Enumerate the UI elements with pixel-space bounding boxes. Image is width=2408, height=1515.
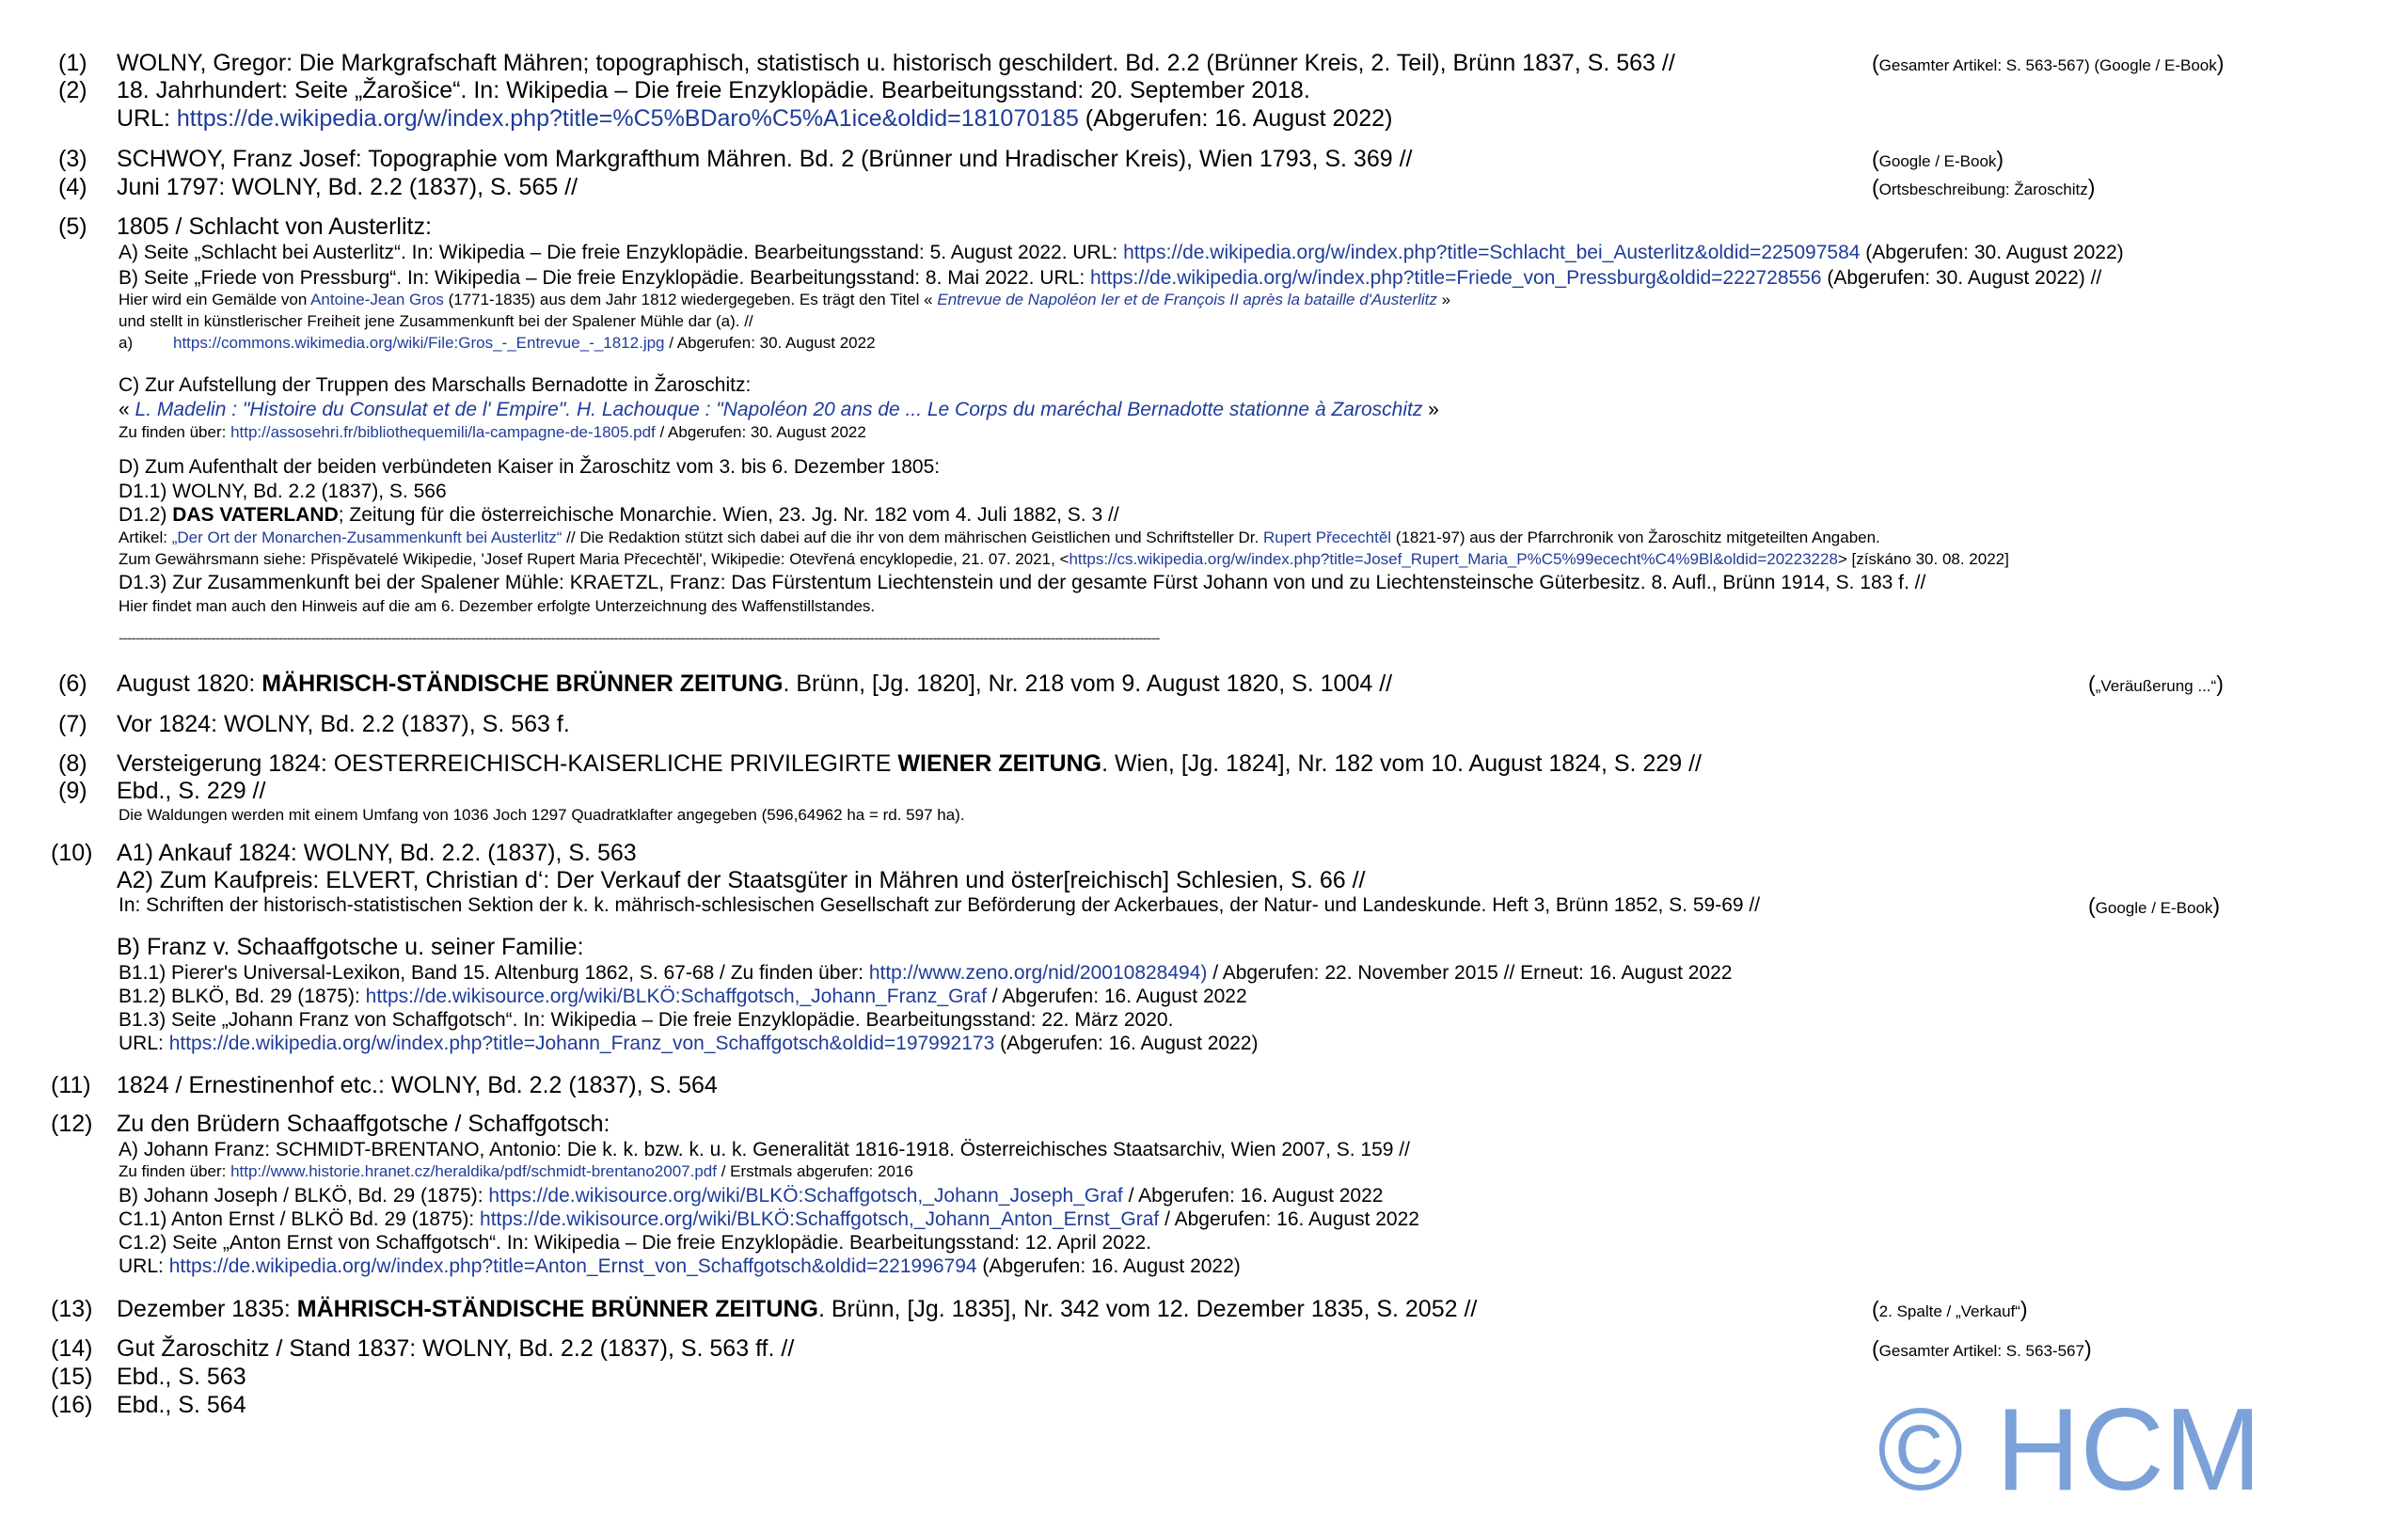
footnote-12-c12: C1.2) Seite „Anton Ernst von Schaffgotsch“. In: Wikipedia – Die freie Enzyklopädie. Bearbeitungsstand: 12. April 2022. [119,1232,1152,1254]
footnote-number: (11) [51,1072,91,1098]
footnote-10-b12: B1.2) BLKÖ, Bd. 29 (1875): https://de.wikisource.org/wiki/BLKÖ:Schaffgotsch,_Johann_Franz_Graf / Abgerufen: 16. August 2022 [119,986,1247,1007]
footnote-number: (4) [58,174,87,200]
painter-name: Antoine-Jean Gros [310,291,444,308]
footnote-15-text: Ebd., S. 563 [117,1364,246,1390]
footnote-4-note: (Ortsbeschreibung: Žaroschitz) [1872,175,2096,199]
wikisource-johann-joseph-link[interactable]: https://de.wikisource.org/wiki/BLKÖ:Schaffgotsch,_Johann_Joseph_Graf [488,1185,1123,1207]
footnote-5-d11: D1.1) WOLNY, Bd. 2.2 (1837), S. 566 [119,481,447,502]
footnote-2-url-line: URL: https://de.wikipedia.org/w/index.php?title=%C5%BDaro%C5%A1ice&oldid=181070185 (Abgerufen: 16. August 2022) [117,105,1393,132]
footnote-5-b: B) Seite „Friede von Pressburg“. In: Wikipedia – Die freie Enzyklopädie. Bearbeitungsstand: 8. Mai 2022. URL: https://de.wikipedia.org/w/index.php?title=Friede_von_Pressburg&oldid=222728556 (Abgerufen: 30. August 2022) // [119,267,2102,289]
footnote-10-note: (Google / E-Book) [2088,893,2221,918]
footnote-2-link[interactable]: https://de.wikipedia.org/w/index.php?title=%C5%BDaro%C5%A1ice&oldid=181070185 [176,105,1079,132]
footnote-9-text: Ebd., S. 229 // [117,778,266,804]
wikipedia-johann-franz-link[interactable]: https://de.wikipedia.org/w/index.php?title=Johann_Franz_von_Schaffgotsch&oldid=197992173 [168,1033,995,1054]
footnote-13-text: Dezember 1835: MÄHRISCH-STÄNDISCHE BRÜNNER ZEITUNG. Brünn, [Jg. 1835], Nr. 342 vom 12. Dezember 1835, S. 2052 // [117,1296,1478,1322]
footnote-4-text: Juni 1797: WOLNY, Bd. 2.2 (1837), S. 565 // [117,174,578,200]
hranet-link[interactable]: http://www.historie.hranet.cz/heraldika/pdf/schmidt-brentano2007.pdf [230,1162,717,1180]
footnote-13-note: (2. Spalte / „Verkauf“) [1872,1297,2028,1321]
footnote-16-text: Ebd., S. 564 [117,1392,246,1418]
footnote-5-a: A) Seite „Schlacht bei Austerlitz“. In: Wikipedia – Die freie Enzyklopädie. Bearbeitungsstand: 5. August 2022. URL: https://de.wikipedia.org/w/index.php?title=Schlacht_bei_Austerlitz&oldid=225097584 (Abgerufen: 30. August 2022) [119,242,2124,263]
footnote-number: (8) [58,750,87,777]
zeno-link[interactable]: http://www.zeno.org/nid/20010828494) [868,962,1208,984]
footnote-number: (14) [51,1335,93,1362]
footnote-8-text: Versteigerung 1824: OESTERREICHISCH-KAISERLICHE PRIVILEGIRTE WIENER ZEITUNG. Wien, [Jg. 1824], Nr. 182 vom 10. August 1824, S. 229 // [117,750,1702,777]
footnote-6-note: („Veräußerung ...“) [2088,671,2224,696]
footnote-14-text: Gut Žaroschitz / Stand 1837: WOLNY, Bd. 2.2 (1837), S. 563 ff. // [117,1335,795,1362]
footnote-5-painting-note: Hier wird ein Gemälde von Antoine-Jean Gros (1771-1835) aus dem Jahr 1812 wiedergegeben. Es trägt den Titel « Entrevue de Napoléon Ier et de François II après la bataille d'Austerlitz » [119,291,1451,308]
footnote-number: (10) [51,840,93,866]
cs-wikipedia-link[interactable]: https://cs.wikipedia.org/w/index.php?title=Josef_Rupert_Maria_P%C5%99ececht%C4%9Bl&oldid=20223228 [1069,550,1838,568]
footnote-5-painting-ref-label: a) [119,334,134,352]
wikipedia-anton-ernst-link[interactable]: https://de.wikipedia.org/w/index.php?title=Anton_Ernst_von_Schaffgotsch&oldid=221996794 [168,1255,977,1277]
footnote-number: (12) [51,1111,93,1137]
footnote-3-text: SCHWOY, Franz Josef: Topographie vom Markgrafthum Mähren. Bd. 2 (Brünner und Hradischer Kreis), Wien 1793, S. 369 // [117,146,1413,172]
footnote-5-heading: 1805 / Schlacht von Austerlitz: [117,213,432,240]
footnote-12-c11: C1.1) Anton Ernst / BLKÖ Bd. 29 (1875): https://de.wikisource.org/wiki/BLKÖ:Schaffgotsch,_Johann_Anton_Ernst_Graf / Abgerufen: 16. August 2022 [119,1208,1419,1230]
footnote-9-note: Die Waldungen werden mit einem Umfang von 1036 Joch 1297 Quadratklafter angegeben (596,64962 ha = rd. 597 ha). [119,806,965,824]
footnote-number: (6) [58,671,87,697]
footnote-5-painting-ref: https://commons.wikimedia.org/wiki/File:Gros_-_Entrevue_-_1812.jpg / Abgerufen: 30. August 2022 [173,334,876,352]
footnote-12-a: A) Johann Franz: SCHMIDT-BRENTANO, Antonio: Die k. k. bzw. k. u. k. Generalität 1816-1918. Österreichisches Staatsarchiv, Wien 2007, S. 159 // [119,1139,1410,1160]
footnote-1-text: WOLNY, Gregor: Die Markgrafschaft Mähren; topographisch, statistisch u. historisch geschildert. Bd. 2.2 (Brünner Kreis, 2. Teil), Brünn 1837, S. 563 // [117,50,1675,76]
footnote-5-c-quote: « L. Madelin : "Histoire du Consulat et de l' Empire". H. Lachouque : "Napoléon 20 ans de ... Le Corps du maréchal Bernadotte stationne à Zaroschitz » [119,399,1439,420]
footnote-number: (5) [58,213,87,240]
copyright-watermark: © HCM [1877,1385,2262,1515]
footnote-10-a2: A2) Zum Kaufpreis: ELVERT, Christian d‘: Der Verkauf der Staatsgüter in Mähren und öster[reichisch] Schlesien, S. 66 // [117,867,1366,893]
footnote-3-note: (Google / E-Book) [1872,147,2004,171]
footnote-12-b: B) Johann Joseph / BLKÖ, Bd. 29 (1875): https://de.wikisource.org/wiki/BLKÖ:Schaffgotsch,_Johann_Joseph_Graf / Abgerufen: 16. August 2022 [119,1185,1384,1207]
footnote-10-b: B) Franz v. Schaaffgotsche u. seiner Familie: [117,934,584,960]
wikisource-anton-ernst-link[interactable]: https://de.wikisource.org/wiki/BLKÖ:Schaffgotsch,_Johann_Anton_Ernst_Graf [480,1208,1160,1230]
footnote-number: (9) [58,778,87,804]
footnote-5-d12-source: Zum Gewährsmann siehe: Přispěvatelé Wikipedie, 'Josef Rupert Maria Přecechtěl', Wikipedie: Otevřená encyklopedie, 21. 07. 2021, <https://cs.wikipedia.org/w/index.php?title=Josef_Rupert_Maria_P%C5%99ececht%C4%9Bl&oldid=20223228> [získáno 30. 08. 2022] [119,550,2009,568]
footnote-5-painting-note-2: und stellt in künstlerischer Freiheit jene Zusammenkunft bei der Spalener Mühle dar (a). // [119,312,753,330]
commons-link[interactable]: https://commons.wikimedia.org/wiki/File:Gros_-_Entrevue_-_1812.jpg [173,334,665,352]
footnote-5-c: C) Zur Aufstellung der Truppen des Marschalls Bernadotte in Žaroschitz: [119,374,752,396]
footnote-6-text: August 1820: MÄHRISCH-STÄNDISCHE BRÜNNER ZEITUNG. Brünn, [Jg. 1820], Nr. 218 vom 9. August 1820, S. 1004 // [117,671,1393,697]
footnote-10-a2-in: In: Schriften der historisch-statistischen Sektion der k. k. mährisch-schlesischen Gesellschaft zur Beförderung der Ackerbaues, der Natur- und Landeskunde. Heft 3, Brünn 1852, S. 59-69 // [119,894,1761,916]
footnote-7-text: Vor 1824: WOLNY, Bd. 2.2 (1837), S. 563 f. [117,711,570,737]
footnote-2-text: 18. Jahrhundert: Seite „Žarošice“. In: Wikipedia – Die freie Enzyklopädie. Bearbeitungsstand: 20. September 2018. [117,77,1310,103]
footnote-11-text: 1824 / Ernestinenhof etc.: WOLNY, Bd. 2.2 (1837), S. 564 [117,1072,718,1098]
footnote-14-note: (Gesamter Artikel: S. 563-567) [1872,1336,2092,1361]
footnote-5-d13-note: Hier findet man auch den Hinweis auf die am 6. Dezember erfolgte Unterzeichnung des Waffenstillstandes. [119,597,876,615]
footnote-10-b13: B1.3) Seite „Johann Franz von Schaffgotsch“. In: Wikipedia – Die freie Enzyklopädie. Bearbeitungsstand: 22. März 2020. [119,1009,1174,1031]
pressburg-link[interactable]: https://de.wikipedia.org/w/index.php?title=Friede_von_Pressburg&oldid=222728556 [1090,267,1822,289]
footnote-12-a-source: Zu finden über: http://www.historie.hranet.cz/heraldika/pdf/schmidt-brentano2007.pdf / Erstmals abgerufen: 2016 [119,1162,913,1180]
wikisource-johann-franz-link[interactable]: https://de.wikisource.org/wiki/BLKÖ:Schaffgotsch,_Johann_Franz_Graf [365,986,987,1007]
footnote-5-c-source: Zu finden über: http://assosehri.fr/bibliothequemili/la-campagne-de-1805.pdf / Abgerufen: 30. August 2022 [119,423,866,441]
footnote-5-d12: D1.2) DAS VATERLAND; Zeitung für die österreichische Monarchie. Wien, 23. Jg. Nr. 182 vom 4. Juli 1882, S. 3 // [119,504,1119,526]
painting-title: Entrevue de Napoléon Ier et de François II après la bataille d'Austerlitz [937,291,1437,308]
footnote-12-text: Zu den Brüdern Schaaffgotsche / Schaffgotsch: [117,1111,610,1137]
footnote-5-d12-article: Artikel: „Der Ort der Monarchen-Zusammenkunft bei Austerlitz“ // Die Redaktion stützt sich dabei auf die ihr von dem mährischen Geistlichen und Schriftsteller Dr. Rupert Přecechtěl (1821-97) aus der Pfarrchronik von Žaroschitz mitgeteilten Angaben. [119,529,1880,546]
austerlitz-link[interactable]: https://de.wikipedia.org/w/index.php?title=Schlacht_bei_Austerlitz&oldid=225097584 [1123,242,1861,263]
footnote-number: (13) [51,1296,93,1322]
footnote-number: (3) [58,146,87,172]
footnote-10-b11: B1.1) Pierer's Universal-Lexikon, Band 15. Altenburg 1862, S. 67-68 / Zu finden über: http://www.zeno.org/nid/20010828494) / Abgerufen: 22. November 2015 // Erneut: 16. August 2022 [119,962,1733,984]
section-divider: -------------------------------------------------------------------------------------------------------------------------------------------------------------------------------------------------------------------------------------------------------- [119,629,1160,647]
footnote-number: (15) [51,1364,93,1390]
footnote-number: (1) [58,50,87,76]
footnote-10-a1: A1) Ankauf 1824: WOLNY, Bd. 2.2. (1837), S. 563 [117,840,637,866]
assosehri-link[interactable]: http://assosehri.fr/bibliothequemili/la-campagne-de-1805.pdf [230,423,656,441]
footnote-5-d: D) Zum Aufenthalt der beiden verbündeten Kaiser in Žaroschitz vom 3. bis 6. Dezember 1805: [119,456,941,478]
author-name: Rupert Přecechtěl [1262,529,1392,546]
footnote-number: (7) [58,711,87,737]
footnote-10-b13-url: URL: https://de.wikipedia.org/w/index.php?title=Johann_Franz_von_Schaffgotsch&oldid=197992173 (Abgerufen: 16. August 2022) [119,1033,1259,1054]
article-link[interactable]: „Der Ort der Monarchen-Zusammenkunft bei Austerlitz“ [171,529,562,546]
footnote-number: (2) [58,77,87,103]
footnote-1-note: (Gesamter Artikel: S. 563-567) (Google / E-Book) [1872,51,2225,75]
footnote-number: (16) [51,1392,93,1418]
footnote-5-d13: D1.3) Zur Zusammenkunft bei der Spalener Mühle: KRAETZL, Franz: Das Fürstentum Liechtenstein und der gesamte Fürst Johann von und zu Liechtensteinsche Güterbesitz. 8. Aufl., Brünn 1914, S. 183 f. // [119,572,1926,593]
footnote-12-c12-url: URL: https://de.wikipedia.org/w/index.php?title=Anton_Ernst_von_Schaffgotsch&oldid=221996794 (Abgerufen: 16. August 2022) [119,1255,1241,1277]
